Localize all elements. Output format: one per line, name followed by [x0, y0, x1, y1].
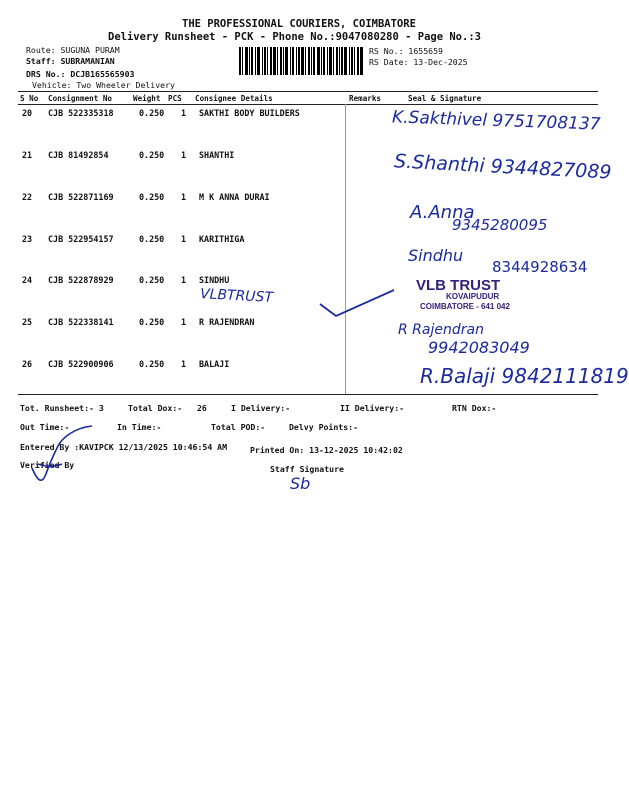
remarks-divider — [345, 104, 346, 394]
out-time: Out Time:- — [20, 422, 70, 432]
route-label: Route: SUGUNA PURAM — [26, 45, 120, 55]
col-seal-signature: Seal & Signature — [408, 94, 482, 103]
delivery-points: Delvy Points:- — [289, 422, 359, 432]
row-consignment: CJB 81492854 — [48, 150, 109, 160]
row-pcs: 1 — [181, 150, 187, 160]
staff-label: Staff: SUBRAMANIAN — [26, 56, 115, 66]
row-sno: 22 — [22, 192, 33, 202]
staff-signature-mark: Sb — [290, 474, 311, 493]
row-consignment: CJB 522900906 — [48, 359, 114, 369]
rs-date: RS Date: 13-Dec-2025 — [369, 57, 468, 67]
printed-on: Printed On: 13-12-2025 10:42:02 — [250, 445, 403, 455]
row-sno: 26 — [22, 359, 33, 369]
phone-row-22: 9345280095 — [452, 216, 548, 234]
vlb-trust-stamp — [402, 277, 552, 319]
col-sno: S No — [20, 94, 39, 103]
company-title: THE PROFESSIONAL COURIERS, COIMBATORE — [182, 18, 416, 30]
rs-number: RS No.: 1655659 — [369, 46, 443, 56]
row-sno: 24 — [22, 275, 33, 285]
row-consignee: SHANTHI — [199, 150, 235, 160]
row-pcs: 1 — [181, 317, 187, 327]
row-consignee: R RAJENDRAN — [199, 317, 255, 327]
row-pcs: 1 — [181, 359, 187, 369]
signature-row-26: R.Balaji 9842111819 — [420, 364, 629, 388]
row-consignment: CJB 522954157 — [48, 234, 114, 244]
row-consignee: SINDHU — [199, 275, 230, 285]
row-weight: 0.250 — [139, 108, 165, 118]
barcode — [239, 47, 367, 75]
verifier-signature-icon — [28, 424, 98, 488]
vehicle-label: Vehicle: Two Wheeler Delivery — [32, 80, 175, 90]
row-consignee: BALAJI — [199, 359, 230, 369]
row-weight: 0.250 — [139, 234, 165, 244]
row-weight: 0.250 — [139, 275, 165, 285]
in-time: In Time:- — [117, 422, 162, 432]
row-sno: 21 — [22, 150, 33, 160]
rtn-dox: RTN Dox:- — [452, 403, 497, 413]
verified-by: Verified By — [20, 460, 75, 470]
stamp-title: VLB TRUST — [416, 277, 501, 294]
phone-row-24: 8344928634 — [492, 258, 588, 276]
row-consignment: CJB 522335318 — [48, 108, 114, 118]
signature-row-25: R Rajendran — [398, 322, 484, 338]
row-sno: 25 — [22, 317, 33, 327]
row-pcs: 1 — [181, 192, 187, 202]
row-weight: 0.250 — [139, 317, 165, 327]
row-pcs: 1 — [181, 234, 187, 244]
table-header-rule — [18, 104, 598, 105]
col-weight: Weight — [133, 94, 161, 103]
row-weight: 0.250 — [139, 150, 165, 160]
row-consignment: CJB 522878929 — [48, 275, 114, 285]
signature-row-24: Sindhu — [408, 246, 464, 265]
row-pcs: 1 — [181, 108, 187, 118]
staff-signature-label: Staff Signature — [270, 464, 344, 474]
stamp-line-3: COIMBATORE - 641 042 — [420, 302, 510, 311]
phone-row-25: 9942083049 — [428, 338, 530, 357]
total-dox-value: 26 — [197, 403, 207, 413]
table-bottom-rule — [18, 394, 598, 395]
ii-delivery: II Delivery:- — [340, 403, 405, 413]
row-sno: 23 — [22, 234, 33, 244]
check-mark-icon — [318, 286, 398, 322]
total-runsheet: Tot. Runsheet:- 3 — [20, 403, 104, 413]
signature-row-22: A.Anna — [410, 202, 475, 223]
runsheet-subtitle: Delivery Runsheet - PCK - Phone No.:9047080280 - Page No.:3 — [108, 31, 481, 43]
col-consignee: Consignee Details — [195, 94, 273, 103]
row-consignee: SAKTHI BODY BUILDERS — [199, 108, 300, 118]
table-top-rule — [18, 91, 598, 92]
signature-row-20: K.Sakthivel 9751708137 — [391, 107, 601, 135]
col-remarks: Remarks — [349, 94, 382, 103]
total-dox-label: Total Dox:- — [128, 403, 183, 413]
row-weight: 0.250 — [139, 359, 165, 369]
total-pod: Total POD:- — [211, 422, 266, 432]
row-consignment: CJB 522338141 — [48, 317, 114, 327]
row-consignee: M K ANNA DURAI — [199, 192, 270, 202]
col-pcs: PCS — [168, 94, 182, 103]
col-consignment: Consignment No — [48, 94, 113, 103]
row-consignment: CJB 522871169 — [48, 192, 114, 202]
entered-by: Entered By :KAVIPCK 12/13/2025 10:46:54 AM — [20, 442, 228, 452]
remark-vlbtrust: VLBTRUST — [199, 286, 274, 306]
signature-row-21: S.Shanthi 9344827089 — [393, 150, 613, 184]
row-sno: 20 — [22, 108, 33, 118]
i-delivery: I Delivery:- — [231, 403, 291, 413]
stamp-line-2: KOVAIPUDUR — [446, 292, 500, 301]
drs-label: DRS No.: DCJB165565903 — [26, 69, 135, 79]
row-consignee: KARITHIGA — [199, 234, 245, 244]
row-weight: 0.250 — [139, 192, 165, 202]
row-pcs: 1 — [181, 275, 187, 285]
